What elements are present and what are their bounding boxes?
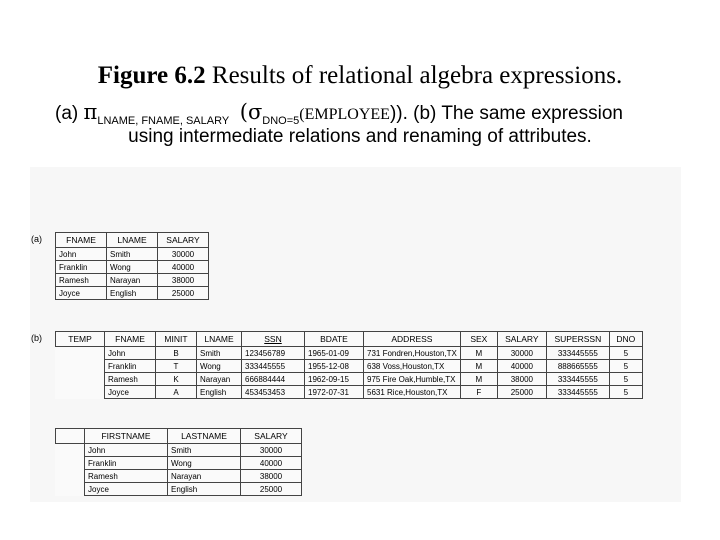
column-header: SUPERSSN <box>546 332 609 347</box>
table-row <box>56 261 209 274</box>
expression-line <box>55 100 695 127</box>
column-header: LASTNAME <box>168 429 241 444</box>
row-spacer <box>56 373 105 386</box>
row-spacer <box>56 360 105 373</box>
table-cell: 666884444 <box>242 373 305 386</box>
table-cell: Narayan <box>107 274 158 287</box>
table-cell: Joyce <box>105 386 156 399</box>
row-spacer <box>56 386 105 399</box>
table-row <box>56 373 643 386</box>
table-cell: Franklin <box>85 457 168 470</box>
table-cell: 40000 <box>497 360 546 373</box>
table-cell: Ramesh <box>85 470 168 483</box>
column-header: SEX <box>460 332 497 347</box>
table-cell: 888665555 <box>546 360 609 373</box>
table-cell: Ramesh <box>56 274 107 287</box>
table-cell: 38000 <box>241 470 302 483</box>
table-row <box>56 386 643 399</box>
table-cell: 40000 <box>158 261 209 274</box>
table-cell: 40000 <box>241 457 302 470</box>
table-cell: 25000 <box>158 287 209 300</box>
table-cell: Franklin <box>56 261 107 274</box>
figure-title <box>0 62 720 90</box>
table-cell: Franklin <box>105 360 156 373</box>
table-cell: 975 Fire Oak,Humble,TX <box>364 373 461 386</box>
employee-relation: (EMPLOYEE <box>299 106 390 123</box>
figure-caption: Results of relational algebra expressions. <box>211 62 623 89</box>
table-cell: F <box>460 386 497 399</box>
sigma-open: ( <box>239 100 248 124</box>
table-cell: 38000 <box>158 274 209 287</box>
table-cell: B <box>156 347 197 360</box>
column-header: LNAME <box>107 233 158 248</box>
temp-table <box>55 331 643 399</box>
table-cell: 5 <box>609 373 642 386</box>
column-header: ADDRESS <box>364 332 461 347</box>
table-cell: English <box>197 386 242 399</box>
column-header: LNAME <box>197 332 242 347</box>
table-row <box>56 347 643 360</box>
table-cell: A <box>156 386 197 399</box>
table-cell: 123456789 <box>242 347 305 360</box>
table-cell: T <box>156 360 197 373</box>
part-a-label: (a) <box>55 103 79 124</box>
table-row <box>56 470 302 483</box>
result-table-a <box>55 232 209 300</box>
table-cell: M <box>460 373 497 386</box>
table-cell: Joyce <box>56 287 107 300</box>
table-cell: 333445555 <box>546 347 609 360</box>
table-cell: English <box>107 287 158 300</box>
table-a-header <box>56 233 209 248</box>
column-header: SALARY <box>497 332 546 347</box>
table-cell: 1962-09-15 <box>305 373 364 386</box>
table-cell: Wong <box>168 457 241 470</box>
table-cell: M <box>460 347 497 360</box>
table-row <box>56 248 209 261</box>
table-cell: John <box>56 248 107 261</box>
table-cell: 1965-01-09 <box>305 347 364 360</box>
expression-close: )). <box>389 103 408 124</box>
table-cell: K <box>156 373 197 386</box>
table-cell: 25000 <box>241 483 302 496</box>
table-r-blank-header <box>56 429 85 444</box>
column-header: DNO <box>609 332 642 347</box>
table-cell: 30000 <box>158 248 209 261</box>
table-cell: M <box>460 360 497 373</box>
table-cell: Narayan <box>197 373 242 386</box>
table-cell: 638 Voss,Houston,TX <box>364 360 461 373</box>
section-b-label: (b) <box>31 333 42 343</box>
table-cell: 333445555 <box>242 360 305 373</box>
table-cell: Wong <box>107 261 158 274</box>
row-spacer <box>56 470 85 483</box>
table-row <box>56 287 209 300</box>
table-a-body <box>56 248 209 300</box>
table-cell: John <box>105 347 156 360</box>
table-row <box>56 483 302 496</box>
table-b-body <box>56 347 643 399</box>
sigma-condition: DNO=5 <box>262 114 300 127</box>
table-cell: 1972-07-31 <box>305 386 364 399</box>
table-cell: 731 Fondren,Houston,TX <box>364 347 461 360</box>
table-cell: 333445555 <box>546 386 609 399</box>
table-r-body <box>56 444 302 496</box>
row-spacer <box>56 457 85 470</box>
expression-line-2: using intermediate relations and renaming of attributes. <box>128 126 592 147</box>
column-header: FIRSTNAME <box>85 429 168 444</box>
column-header: SALARY <box>241 429 302 444</box>
table-row <box>56 444 302 457</box>
table-cell: 30000 <box>497 347 546 360</box>
column-header: SALARY <box>158 233 209 248</box>
column-header: BDATE <box>305 332 364 347</box>
column-header: FNAME <box>56 233 107 248</box>
table-cell: 5 <box>609 386 642 399</box>
table-b-header <box>56 332 643 347</box>
table-cell: 1955-12-08 <box>305 360 364 373</box>
column-header: SSN <box>242 332 305 347</box>
row-spacer <box>56 444 85 457</box>
table-r-header <box>56 429 302 444</box>
part-b-label: (b) The same expression <box>413 103 623 124</box>
table-cell: Ramesh <box>105 373 156 386</box>
table-cell: 453453453 <box>242 386 305 399</box>
pi-attributes: LNAME, FNAME, SALARY <box>97 114 230 127</box>
table-cell: English <box>168 483 241 496</box>
section-a-label: (a) <box>31 234 42 244</box>
figure-number: Figure 6.2 <box>97 62 206 89</box>
column-header: FNAME <box>105 332 156 347</box>
table-row <box>56 274 209 287</box>
pi-symbol: π <box>83 100 98 124</box>
table-cell: 5631 Rice,Houston,TX <box>364 386 461 399</box>
table-cell: Smith <box>107 248 158 261</box>
table-cell: 333445555 <box>546 373 609 386</box>
row-spacer <box>56 483 85 496</box>
table-cell: John <box>85 444 168 457</box>
table-cell: 5 <box>609 347 642 360</box>
temp-label: TEMP <box>56 332 105 347</box>
table-cell: Smith <box>168 444 241 457</box>
renamed-table <box>55 428 302 496</box>
table-cell: Joyce <box>85 483 168 496</box>
table-row <box>56 457 302 470</box>
table-row <box>56 360 643 373</box>
table-cell: Narayan <box>168 470 241 483</box>
table-cell: Wong <box>197 360 242 373</box>
table-cell: 30000 <box>241 444 302 457</box>
table-cell: 25000 <box>497 386 546 399</box>
sigma-symbol: σ <box>247 100 263 124</box>
row-spacer <box>56 347 105 360</box>
table-cell: Smith <box>197 347 242 360</box>
column-header: MINIT <box>156 332 197 347</box>
table-cell: 5 <box>609 360 642 373</box>
table-cell: 38000 <box>497 373 546 386</box>
